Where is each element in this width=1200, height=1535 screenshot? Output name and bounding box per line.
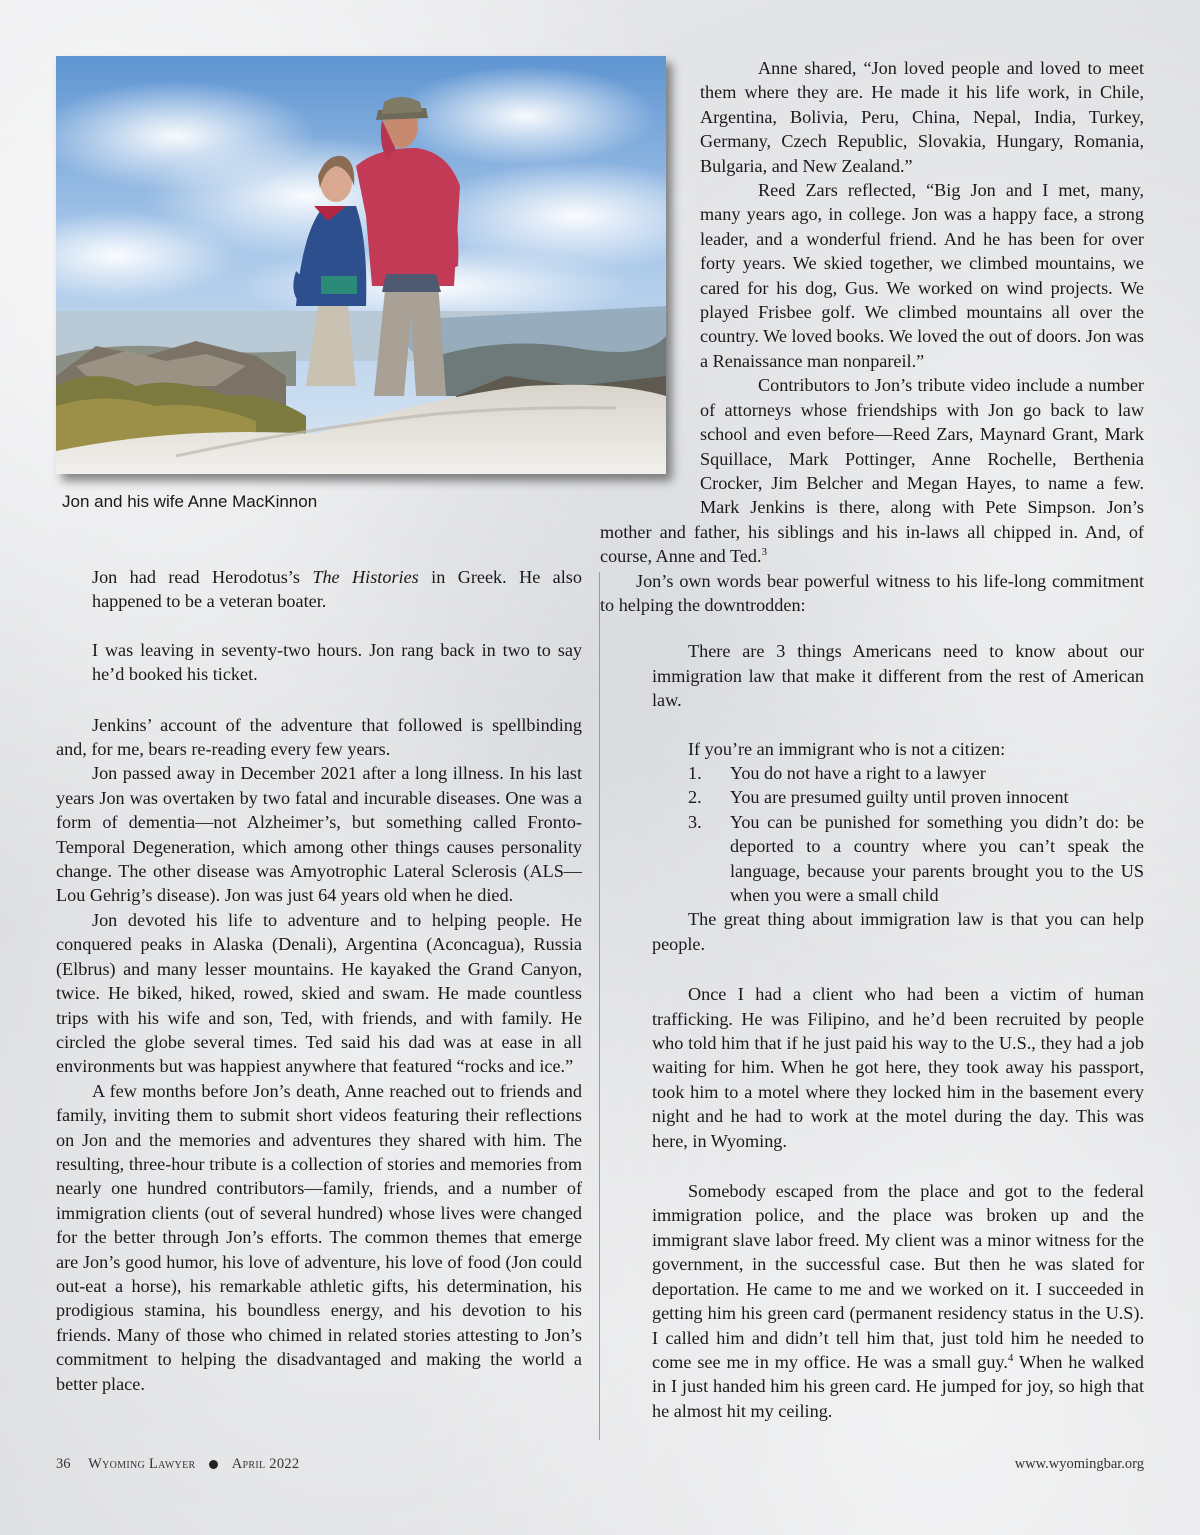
paragraph-own-words: Jon’s own words bear powerful witness to his life-long commitment to helping the downtrodden:	[600, 570, 1144, 615]
quote-green-card: Somebody escaped from the place and got to the federal immigration police, and the place was broken up and the immigrant slave labor freed. My client was a minor witness for the government, in the successful case. But then he was slated for deportation. He came to me and we worked on it. I succeeded in getting him his green card (permanent residency status in the U.S). I called him and didn’t tell him that, just told him he needed to come see me in my office. He was a small guy.$^4$ When he walked in I just handed him his green card. He jumped for joy, so high that he almost hit my ceiling.	[652, 1181, 1144, 1421]
list-item: 2. You are presumed guilty until proven innocent	[688, 787, 1069, 808]
list-item: 3. You can be punished for something you didn’t do: be deported to a country where you can’t speak the language, because your parents brought you to the US when you were a small child	[688, 811, 1144, 905]
photo-caption: Jon and his wife Anne MacKinnon	[62, 492, 318, 511]
quote-leaving: I was leaving in seventy-two hours. Jon rang back in two to say he’d booked his ticket.	[92, 639, 582, 685]
left-column	[56, 565, 582, 1396]
paragraph-contributors: Contributors to Jon’s tribute video include a number of attorneys whose friendships with Jon go back to law school and even before—Reed Zars, Maynard Grant, Mark Squillace, Mark Pottinger, Anne Rochelle, Berthenia Crocker, Jim Belcher and Megan Hayes, to name a few. Mark Jenkins is there, along with Pete Simpson. Jon’s mother and father, his siblings and his in-laws all chipped in. And, of course, Anne and Ted.$^3$	[600, 375, 1144, 567]
photo-couple-mountain-image	[56, 56, 666, 474]
list-item: 1. You do not have a right to a lawyer	[688, 762, 986, 783]
jon-quote-block	[652, 639, 1144, 1423]
quote-three-things: There are 3 things Americans need to know about our immigration law that make it different from the rest of American law.	[652, 641, 1144, 711]
paragraph-adventure: Jon devoted his life to adventure and to helping people. He conquered peaks in Alaska (Denali), Argentina (Aconcagua), Russia (Elbrus) and many lesser mountains. He kayaked the Grand Canyon, twice. He biked, hiked, rowed, skied and swam. He made countless trips with his wife and son, Ted, with friends, and with family. He circled the globe several times. Ted said his dad was at ease in all environments but was happiest anywhere that featured “rocks and ice.”	[56, 909, 582, 1077]
paragraph-reed-zars: Reed Zars reflected, “Big Jon and I met, many, many years ago, in college. Jon was a happy face, a strong leader, and a wonderful friend. And he has been for over forty years. We skied together, we climbed mountains, we cared for his dog, Gus. We worked on wind projects. We played Frisbee golf. We climbed mountains all over the country. We loved books. We loved the out of doors. Jon was a Renaissance man nonpareil.”	[700, 180, 1144, 371]
footer-left	[56, 1456, 300, 1473]
footnote-ref-4[interactable]: 4	[1007, 1351, 1014, 1364]
issue-date: April 2022	[231, 1456, 300, 1472]
paragraph-passed-away: Jon passed away in December 2021 after a long illness. In his last years Jon was overtaken by two fatal and incurable diseases. One was a form of dementia—not Alzheimer’s, but something called Fronto-Temporal Degeneration, which among other things causes personality change. The other disease was Amyotrophic Lateral Sclerosis (ALS—Lou Gehrig’s disease). Jon was just 64 years old when he died.	[56, 763, 582, 906]
right-column	[600, 56, 1144, 1423]
page-footer	[56, 1456, 1144, 1480]
website-link[interactable]: www.wyomingbar.org	[1014, 1456, 1144, 1472]
photo-wrap-spacer	[600, 56, 700, 506]
immigration-facts-list	[688, 761, 1144, 907]
publication-name: Wyoming Lawyer	[88, 1456, 196, 1472]
paragraph-tribute: A few months before Jon’s death, Anne reached out to friends and family, inviting them to submit short videos featuring their reflections on Jon and the memories and adventures they shared with him. The resulting, three-hour tribute is a collection of stories and memories from nearly one hundred contributors—family, friends, and a number of immigration clients (out of several hundred) whose lives were changed for the better through Jon’s efforts. The common themes that emerge are Jon’s good humor, his love of adventure, his love of food (Jon could out-eat a horse), his remarkable athletic gifts, his determination, his prodigious stamina, his boundless energy, and his devotion to his friends. Many of those who chimed in related stories attesting to Jon’s commitment to helping the disadvantaged and making the world a better place.	[56, 1080, 582, 1394]
quote-list-intro: If you’re an immigrant who is not a citizen:	[688, 738, 1006, 759]
quote-trafficking-client: Once I had a client who had been a victim of human trafficking. He was Filipino, and he’d been recruited by people who told him that if he just paid his way to the U.S., they had a job waiting for him. When he got here, they took away his passport, took him to a motel where they locked him in the basement every night and he had to work at the motel during the day. This was here, in Wyoming.	[652, 984, 1144, 1151]
article-photo	[56, 56, 666, 474]
page-number: 36	[56, 1456, 71, 1472]
quote-great-thing: The great thing about immigration law is that you can help people.	[652, 909, 1144, 954]
quote-herodotus: Jon had read Herodotus’s The Histories in Greek. He also happened to be a veteran boater.	[92, 567, 582, 612]
paragraph-anne-shared: Anne shared, “Jon loved people and loved to meet them where they are. He made it his life work, in Chile, Argentina, Bolivia, Peru, China, Nepal, India, Turkey, Germany, Czech Republic, Slovakia, Hungary, Romania, Bulgaria, and New Zealand.”	[700, 58, 1144, 176]
bullet-separator-icon	[209, 1460, 218, 1469]
paragraph-jenkins-account: Jenkins’ account of the adventure that followed is spellbinding and, for me, bears re-reading every few years.	[56, 714, 582, 760]
footnote-ref-3[interactable]: 3	[761, 546, 768, 559]
